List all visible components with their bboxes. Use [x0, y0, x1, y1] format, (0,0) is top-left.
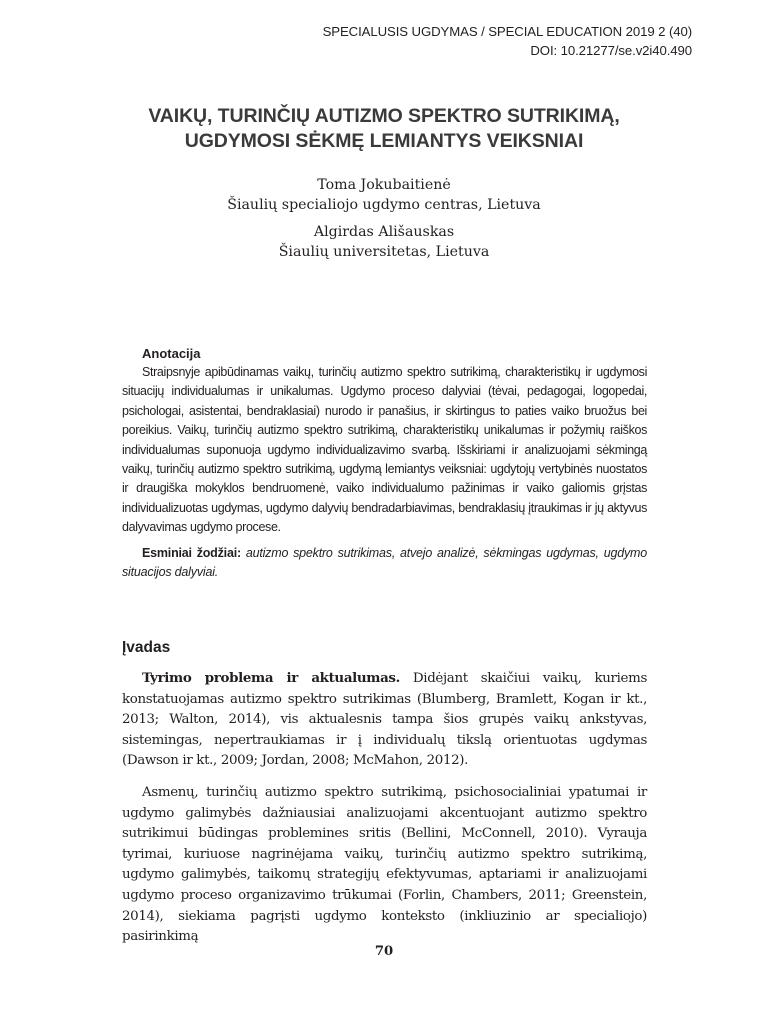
- section-heading: Įvadas: [122, 639, 171, 656]
- author-block: [0, 175, 768, 215]
- author-name: Algirdas Ališauskas: [313, 224, 455, 240]
- article-title: [0, 104, 768, 154]
- paragraph-lead: Tyrimo problema ir aktualumas.: [142, 670, 400, 686]
- paragraph-text: Didėjant skaičiui vaikų, kuriems konstatuojamas autizmo spektro sutrikimas (Blumberg, Bramlett, Kogan ir kt., 2013; Walton, 2014), vis aktualesnis tampa šios grupės vaikų ankstyvas, sistemingas, nepertraukiamas ir į individualų tikslą orientuotas ugdymas (Dawson ir kt., 2009; Jordan, 2008; McMahon, 2012).: [122, 671, 647, 769]
- keywords: [122, 544, 647, 583]
- author-name: Toma Jokubaitienė: [317, 177, 451, 193]
- main-body: [122, 638, 647, 959]
- author-block: [0, 222, 768, 262]
- author-affiliation: Šiaulių specialiojo ugdymo centras, Lietuva: [227, 197, 541, 213]
- title-line-1: VAIKŲ, TURINČIŲ AUTIZMO SPEKTRO SUTRIKIMĄ,: [148, 105, 620, 127]
- keywords-label: Esminiai žodžiai:: [142, 545, 241, 560]
- keywords-text: autizmo spektro sutrikimas, atvejo analizė, sėkmingas ugdymas, ugdymo situacijos dalyviai.: [122, 545, 647, 580]
- abstract-heading: Anotacija: [142, 346, 201, 361]
- author-list: [0, 175, 768, 269]
- abstract-section: [122, 344, 647, 582]
- doi: DOI: 10.21277/se.v2i40.490: [530, 43, 692, 58]
- paragraph: [122, 783, 647, 948]
- paragraph: [122, 668, 647, 772]
- abstract-text: Straipsnyje apibūdinamas vaikų, turinčių autizmo spektro sutrikimą, charakteristikų ir ugdymosi situacijų individualumas ir unikalumas. Ugdymo proceso dalyviai (tėvai, pedagogai, logopedai, psichologai, asistentai, bendraklasiai) nurodo ir panašius, ir skirtingus to paties vaiko bruožus bei poreikius. Vaikų, turinčių autizmo spektro sutrikimą, charakteristikų unikalumas ir požymių raiškos individualumas suponuoja ugdymo individualizavimo svarbą. Išskiriami ir analizuojami sėkmingą vaikų, turinčių autizmo spektro sutrikimą, ugdymą lemiantys veiksniai: ugdytojų vertybinės nuostatos ir draugiška mokyklos bendruomenė, vaiko individualumo pažinimas ir vaiko galiomis grįstas individualizuotas ugdymas, ugdymo dalyvių bendradarbiavimas, bendraklasių įtraukimas ir jų aktyvus dalyvavimas ugdymo procese.: [122, 365, 647, 535]
- title-line-2: UGDYMOSI SĖKMĘ LEMIANTYS VEIKSNIAI: [184, 130, 584, 152]
- running-header: [323, 22, 692, 60]
- page-number: 70: [374, 944, 394, 959]
- author-affiliation: Šiaulių universitetas, Lietuva: [278, 244, 490, 260]
- paragraph-text: Asmenų, turinčių autizmo spektro sutrikimą, psichosocialiniai ypatumai ir ugdymo galimybės dažniausiai analizuojami akcentuojant autizmo spektro sutrikimui būdingas problemines sritis (Bellini, McConnell, 2010). Vyrauja tyrimai, kuriuose nagrinėjama vaikų, turinčių autizmo spektro sutrikimą, ugdymo galimybės, taikomų strategijų efektyvumas, aptariami ir analizuojami ugdymo proceso organizavimo trūkumai (Forlin, Chambers, 2011; Greenstein, 2014), siekiama pagrįsti ugdymo konteksto (inkliuzinio ar specialiojo) pasirinkimą: [122, 784, 647, 945]
- journal-name: SPECIALUSIS UGDYMAS / SPECIAL EDUCATION 2019 2 (40): [322, 24, 692, 39]
